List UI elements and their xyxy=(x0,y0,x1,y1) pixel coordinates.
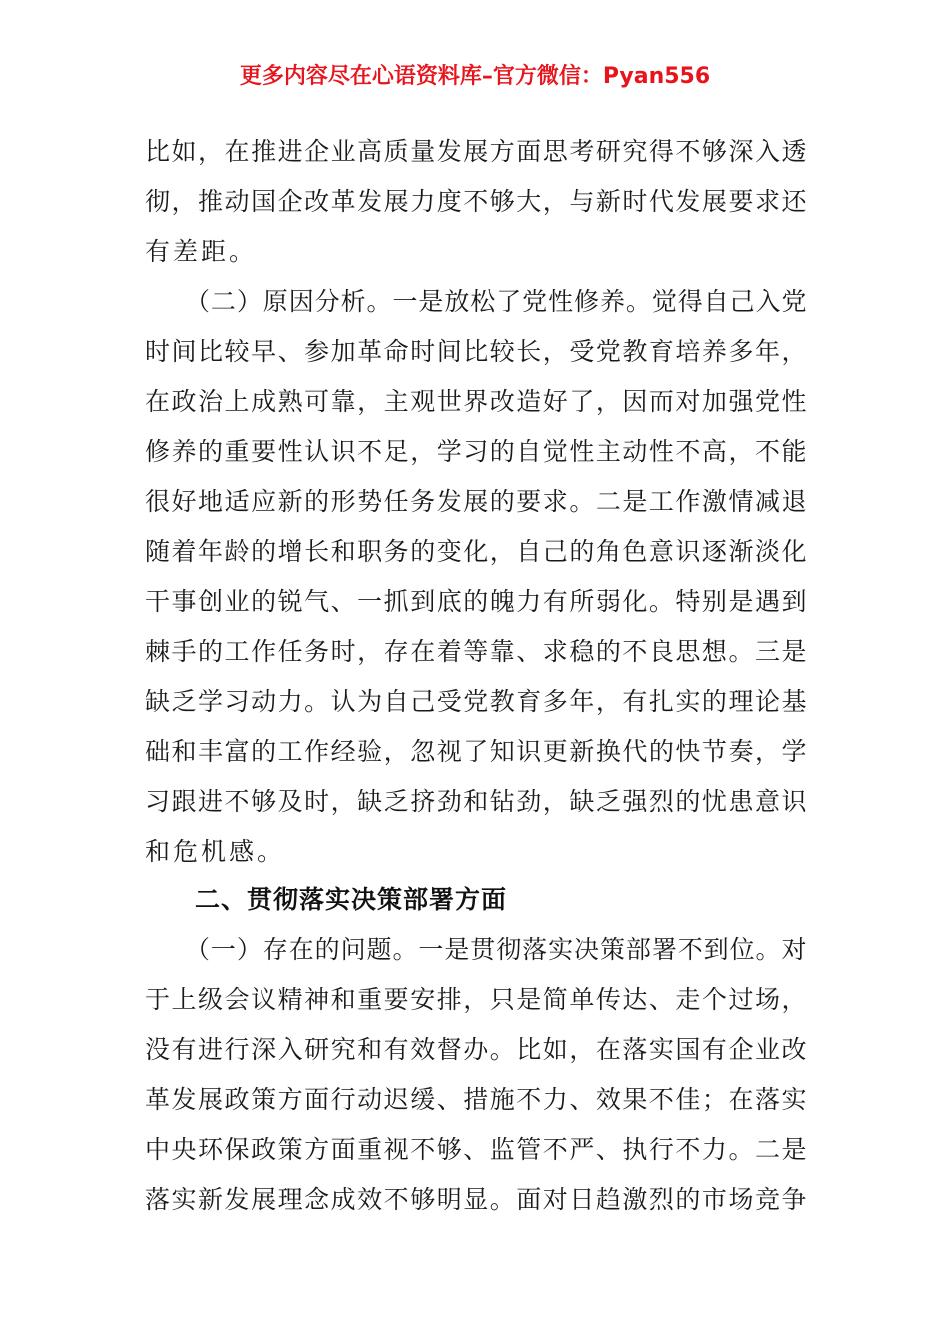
paragraph-line: 很好地适应新的形势任务发展的要求。二是工作激情减退 xyxy=(145,487,807,516)
paragraph-line: （二）原因分析。一是放松了党性修养。觉得自己入党 xyxy=(185,287,807,316)
paragraph-line: 比如，在推进企业高质量发展方面思考研究得不够深入透 xyxy=(145,137,807,166)
paragraph-line: （一）存在的问题。一是贯彻落实决策部署不到位。对 xyxy=(185,935,807,964)
paragraph-line: 习跟进不够及时，缺乏挤劲和钻劲，缺乏强烈的忧患意识 xyxy=(145,787,807,816)
paragraph-line: 棘手的工作任务时，存在着等靠、求稳的不良思想。三是 xyxy=(145,637,807,666)
paragraph-line: 础和丰富的工作经验，忽视了知识更新换代的快节奏，学 xyxy=(145,737,807,766)
paragraph-line: 中央环保政策方面重视不够、监管不严、执行不力。二是 xyxy=(145,1135,807,1164)
paragraph-line: 革发展政策方面行动迟缓、措施不力、效果不佳；在落实 xyxy=(145,1085,807,1114)
paragraph-line: 和危机感。 xyxy=(145,837,286,866)
paragraph-line: 落实新发展理念成效不够明显。面对日趋激烈的市场竞争 xyxy=(145,1185,807,1214)
paragraph-line: 在政治上成熟可靠，主观世界改造好了，因而对加强党性 xyxy=(145,387,807,416)
section-heading: 二、贯彻落实决策部署方面 xyxy=(195,885,508,914)
paragraph-line: 缺乏学习动力。认为自己受党教育多年，有扎实的理论基 xyxy=(145,687,807,716)
paragraph-line: 干事创业的锐气、一抓到底的魄力有所弱化。特别是遇到 xyxy=(145,587,807,616)
paragraph-line: 没有进行深入研究和有效督办。比如，在落实国有企业改 xyxy=(145,1035,807,1064)
paragraph-line: 彻，推动国企改革发展力度不够大，与新时代发展要求还 xyxy=(145,187,807,216)
paragraph-line: 于上级会议精神和重要安排，只是简单传达、走个过场， xyxy=(145,985,807,1014)
paragraph-line: 随着年龄的增长和职务的变化，自己的角色意识逐渐淡化 xyxy=(145,537,807,566)
paragraph-line: 修养的重要性认识不足，学习的自觉性主动性不高，不能 xyxy=(145,437,807,466)
paragraph-line: 有差距。 xyxy=(145,237,258,266)
paragraph-line: 时间比较早、参加革命时间比较长，受党教育培养多年， xyxy=(145,337,807,366)
watermark-header: 更多内容尽在心语资料库–官方微信：Pyan556 xyxy=(239,64,711,89)
